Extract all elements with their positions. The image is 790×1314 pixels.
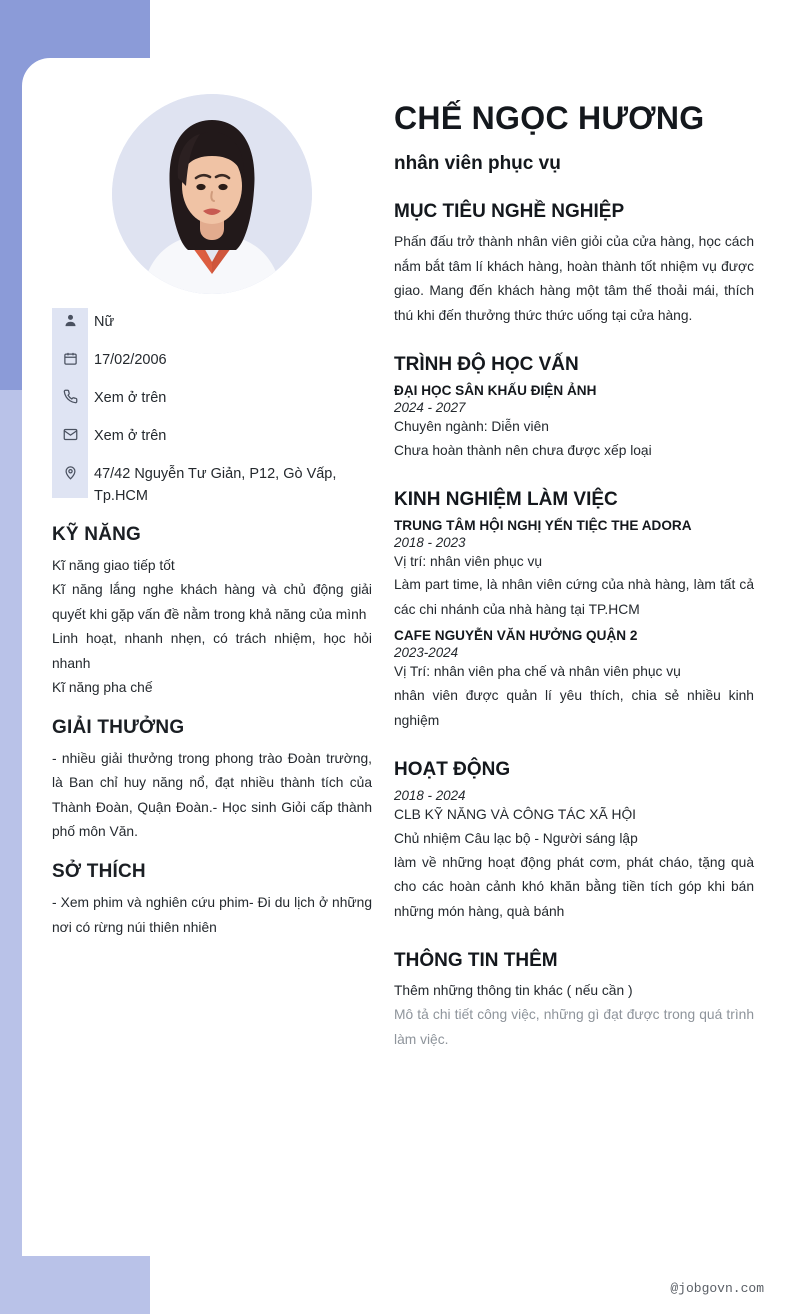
contact-block — [52, 312, 372, 508]
skill-line: Kĩ năng lắng nghe khách hàng và chủ động giải quyết khi gặp vấn đề nằm trong khả năng của mình — [52, 582, 372, 622]
section-more-info — [394, 950, 754, 1052]
contact-row — [52, 464, 372, 508]
experience-line: nhân viên được quản lí yêu thích, chia sẻ nhiều kinh nghiệm — [394, 688, 754, 728]
section-objective — [394, 201, 754, 328]
education-school: ĐẠI HỌC SÂN KHẤU ĐIỆN ẢNH — [394, 383, 597, 399]
experience-entry — [394, 518, 754, 623]
contact-gender: Nữ — [94, 314, 115, 330]
section-activities — [394, 759, 754, 924]
section-education — [394, 354, 754, 462]
section-title-experience: KINH NGHIỆM LÀM VIỆC — [394, 488, 618, 510]
portrait-illustration — [112, 94, 312, 294]
job-role: nhân viên phục vụ — [394, 152, 561, 174]
objective-text: Phấn đấu trở thành nhân viên giỏi của cửa hàng, học cách nắm bắt tâm lí khách hàng, hoàn thành tốt nhiệm vụ được giao. Mang đến khách hàng một tâm thế thoải mái, thích thú khi đến thưởng thức thức uống tại cửa hàng. — [394, 233, 754, 323]
skill-line: Linh hoạt, nhanh nhẹn, có trách nhiệm, học hỏi nhanh — [52, 631, 372, 671]
section-title-more-info: THÔNG TIN THÊM — [394, 950, 558, 972]
calendar-icon — [52, 350, 88, 366]
contact-row — [52, 312, 372, 344]
envelope-icon — [52, 426, 88, 442]
hobby-line: - Xem phim và nghiên cứu phim- Đi du lịch ở những nơi có rừng núi thiên nhiên — [52, 894, 372, 935]
awards-body — [52, 747, 372, 845]
experience-date: 2018 - 2023 — [394, 534, 466, 550]
location-pin-icon — [52, 464, 88, 480]
skill-line: Kĩ năng pha chế — [52, 680, 153, 696]
section-hobbies — [52, 861, 372, 940]
activities-date: 2018 - 2024 — [394, 788, 466, 804]
decor-strip-top — [150, 0, 790, 58]
contact-phone: Xem ở trên — [94, 390, 167, 406]
experience-company: CAFE NGUYỄN VĂN HƯỞNG QUẬN 2 — [394, 628, 638, 644]
contact-row — [52, 388, 372, 420]
section-title-activities: HOẠT ĐỘNG — [394, 759, 511, 781]
experience-line: Làm part time, là nhân viên cứng của nhà hàng, làm tất cả các chi nhánh của nhà hàng tại TP.HCM — [394, 577, 754, 617]
phone-icon — [52, 388, 88, 404]
experience-company: TRUNG TÂM HỘI NGHỊ YẾN TIỆC THE ADORA — [394, 517, 692, 533]
right-column — [394, 98, 754, 1052]
person-icon — [52, 312, 88, 328]
section-title-skills: KỸ NĂNG — [52, 523, 142, 545]
education-date: 2024 - 2027 — [394, 400, 466, 416]
page-title: CHẾ NGỌC HƯƠNG — [394, 100, 705, 136]
left-column — [52, 78, 372, 940]
award-line: - nhiều giải thưởng trong phong trào Đoàn trường, là Ban chỉ huy năng nổ, đạt nhiều thành tích của Thành Đoàn, Quận Đoàn.- Học sinh Giỏi cấp thành phố môn Văn. — [52, 750, 372, 840]
contact-address: 47/42 Nguyễn Tư Giản, P12, Gò Vấp, Tp.HCM — [94, 466, 337, 504]
more-info-line: Thêm những thông tin khác ( nếu cần ) — [394, 983, 633, 999]
hobbies-body — [52, 891, 372, 940]
section-title-education: TRÌNH ĐỘ HỌC VẤN — [394, 354, 579, 376]
contact-email: Xem ở trên — [94, 428, 167, 444]
activities-line: CLB KỸ NĂNG VÀ CÔNG TÁC XÃ HỘI — [394, 807, 637, 823]
contact-birthdate: 17/02/2006 — [94, 352, 167, 368]
experience-line: Vị trí: nhân viên phục vụ — [394, 553, 543, 569]
watermark: @jobgovn.com — [670, 1281, 764, 1296]
section-title-objective: MỤC TIÊU NGHỀ NGHIỆP — [394, 200, 625, 222]
section-skills — [52, 524, 372, 701]
education-line: Chuyên ngành: Diễn viên — [394, 419, 549, 435]
experience-date: 2023-2024 — [394, 645, 459, 661]
experience-entry — [394, 628, 754, 733]
contact-row — [52, 426, 372, 458]
education-line: Chưa hoàn thành nên chưa được xếp loại — [394, 442, 652, 458]
section-awards — [52, 717, 372, 845]
section-title-hobbies: SỞ THÍCH — [52, 860, 146, 882]
avatar — [112, 94, 312, 294]
contact-row — [52, 350, 372, 382]
more-info-placeholder: Mô tả chi tiết công việc, những gì đạt được trong quá trình làm việc. — [394, 1007, 754, 1047]
activities-line: làm về những hoạt động phát cơm, phát cháo, tặng quà cho các hoàn cảnh khó khăn bằng tiền tích góp khi bán những món hàng, quà bánh — [394, 854, 754, 919]
skill-line: Kĩ năng giao tiếp tốt — [52, 557, 175, 573]
section-title-awards: GIẢI THƯỞNG — [52, 716, 185, 738]
skills-body — [52, 554, 372, 701]
education-entry — [394, 383, 754, 462]
section-experience — [394, 489, 754, 734]
experience-line: Vị Trí: nhân viên pha chế và nhân viên phục vụ — [394, 664, 681, 680]
activities-line: Chủ nhiệm Câu lạc bộ - Người sáng lập — [394, 830, 638, 846]
